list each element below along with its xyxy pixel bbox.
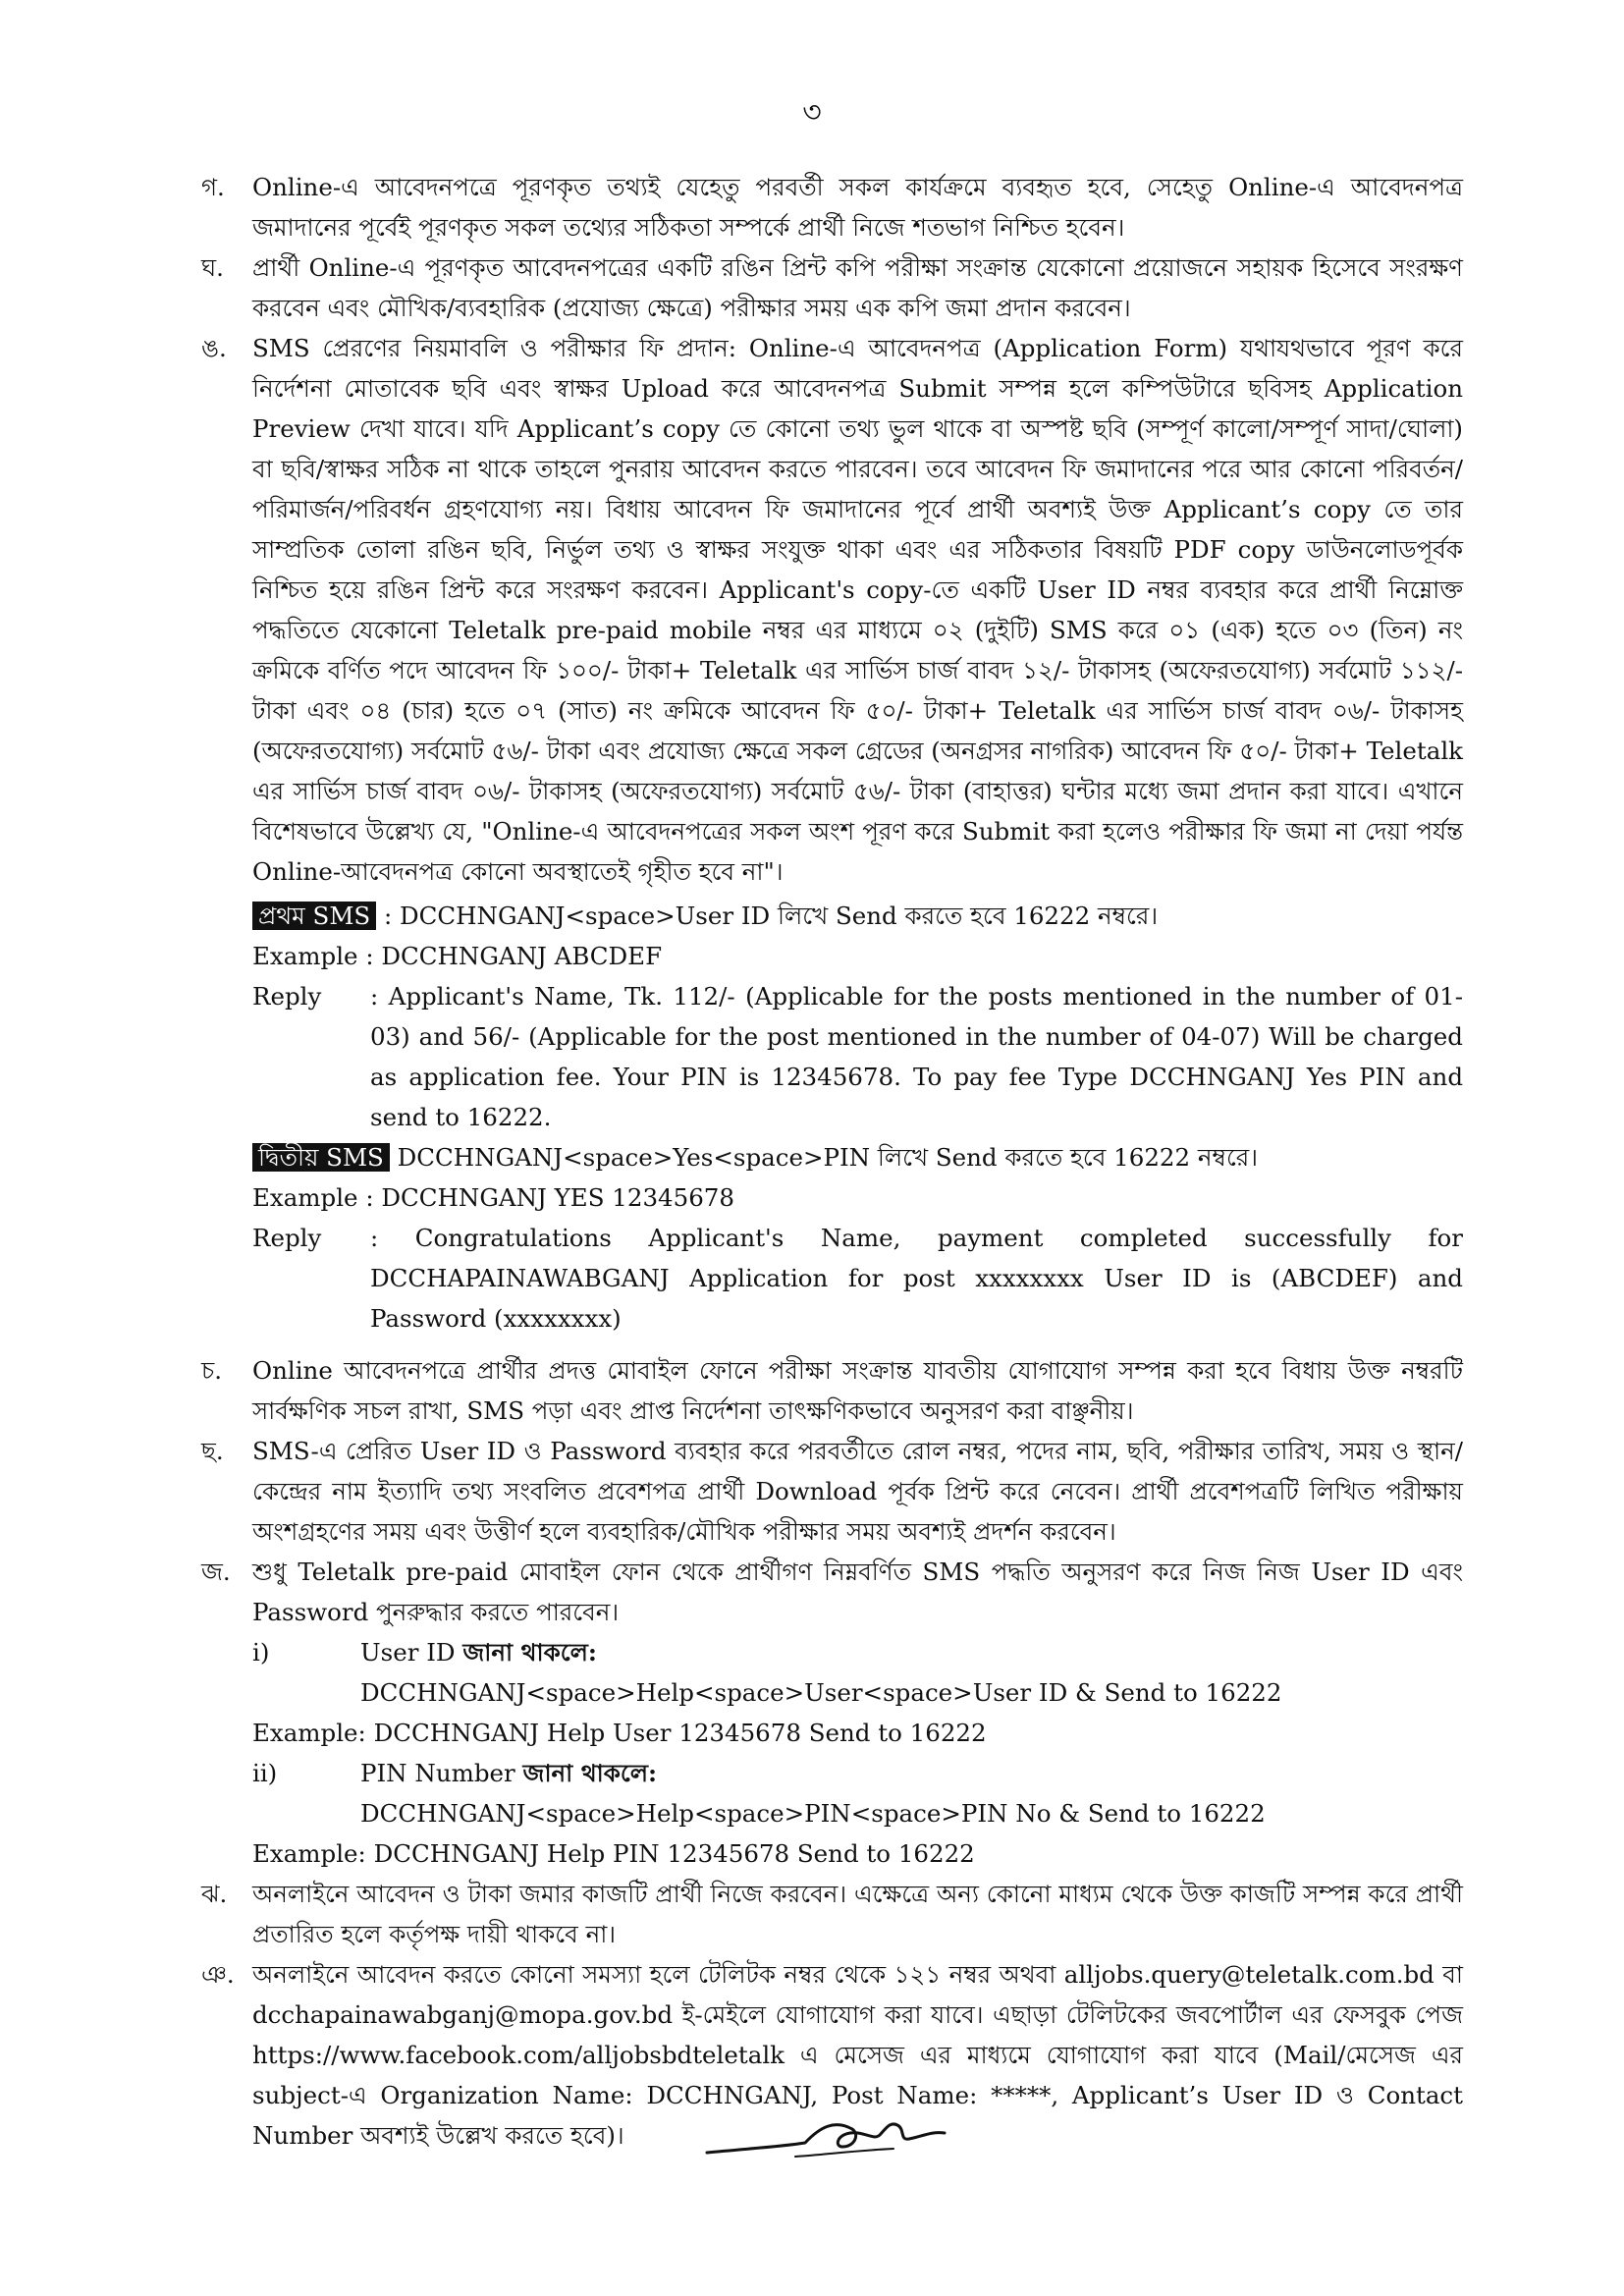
reply-text: : Congratulations Applicant's Name, payment completed successfully for DCCHAPAINAWABGANJ Application for post xxxxxxxx User ID is (ABCDEF) and Password (xxxxxxxx)	[370, 1224, 1463, 1333]
second-sms-example: Example : DCCHNGANJ YES 12345678	[252, 1183, 734, 1212]
item-gha	[201, 247, 1463, 328]
item-marker: চ.	[201, 1356, 223, 1385]
recovery-number: ii)	[252, 1759, 278, 1787]
item-ca	[201, 1350, 1463, 1431]
item-marker: ছ.	[201, 1437, 224, 1465]
page-number: ৩	[802, 95, 822, 130]
first-sms-tag: প্রথম SMS	[252, 902, 376, 930]
recovery-pin-command: DCCHNGANJ<space>Help<space>PIN<space>PIN No & Send to 16222	[360, 1799, 1266, 1828]
document-body	[201, 167, 1463, 2156]
recovery-steps	[201, 1632, 1463, 1874]
item-umo	[201, 328, 1463, 892]
first-sms-example: Example : DCCHNGANJ ABCDEF	[252, 942, 663, 970]
item-marker: ঘ.	[201, 253, 224, 282]
reply-label: Reply	[252, 982, 322, 1011]
item-text: শুধু Teletalk pre-paid মোবাইল ফোন থেকে প্রার্থীগণ নিম্নবর্ণিত SMS পদ্ধতি অনুসরণ করে নিজ নিজ User ID এবং Password পুনরুদ্ধার করতে পারবেন।	[252, 1558, 1463, 1626]
second-sms-line	[252, 1137, 1463, 1177]
item-text: অনলাইনে আবেদন করতে কোনো সমস্যা হলে টেলিটক নম্বর থেকে ১২১ নম্বর অথবা alljobs.query@teletalk.com.bd বা dcchapainawabganj@mopa.gov.bd ই-মেইলে যোগাযোগ করা যাবে। এছাড়া টেলিটকের জবপোর্টাল এর ফেসবুক পেজ https://www.facebook.com/alljobsbdteletalk এ মেসেজ এর মাধ্যমে যোগাযোগ করা যাবে (Mail/মেসেজ এর subject-এ Organization Name: DCCHNGANJ, Post Name: *****, Applicant’s User ID ও Contact Number অবশ্যই উল্লেখ করতে হবে)।	[252, 1960, 1463, 2150]
item-text: প্রার্থী Online-এ পূরণকৃত আবেদনপত্রের একটি রঙিন প্রিন্ট কপি পরীক্ষা সংক্রান্ত যেকোনো প্রয়োজনে সহায়ক হিসেবে সংরক্ষণ করবেন এবং মৌখিক/ব্যবহারিক (প্রযোজ্য ক্ষেত্রে) পরীক্ষার সময় এক কপি জমা প্রদান করবেন।	[252, 253, 1463, 322]
reply-text: : Applicant's Name, Tk. 112/- (Applicable for the posts mentioned in the number of 01-03) and 56/- (Applicable for the post mentioned in the number of 04-07) Will be charged as application fee. Your PIN is 12345678. To pay fee Type DCCHNGANJ Yes PIN and send to 16222.	[370, 982, 1463, 1131]
item-ja	[201, 1552, 1463, 1632]
recovery-number: i)	[252, 1638, 270, 1667]
recovery-title: User ID	[360, 1638, 463, 1667]
item-marker: ঝ.	[201, 1880, 228, 1908]
signature	[687, 2092, 982, 2180]
second-sms-reply	[252, 1218, 1463, 1339]
item-text: Online-এ আবেদনপত্রে পূরণকৃত তথ্যই যেহেতু পরবর্তী সকল কার্যক্রমে ব্যবহৃত হবে, সেহেতু Online-এ আবেদনপত্র জমাদানের পূর্বেই পূরণকৃত সকল তথ্যের সঠিকতা সম্পর্কে প্রার্থী নিজে শতভাগ নিশ্চিত হবেন।	[252, 173, 1463, 242]
recovery-title-bold: জানা থাকলে:	[462, 1638, 597, 1667]
second-sms-instruction: DCCHNGANJ<space>Yes<space>PIN লিখে Send করতে হবে 16222 নম্বরে।	[389, 1143, 1259, 1172]
item-jha	[201, 1874, 1463, 1954]
item-text: SMS-এ প্রেরিত User ID ও Password ব্যবহার করে পরবর্তীতে রোল নম্বর, পদের নাম, ছবি, পরীক্ষার তারিখ, সময় ও স্থান/কেন্দ্রের নাম ইত্যাদি তথ্য সংবলিত প্রবেশপত্র প্রার্থী Download পূর্বক প্রিন্ট করে নেবেন। প্রার্থী প্রবেশপত্রটি লিখিত পরীক্ষায় অংশগ্রহণের সময় এবং উত্তীর্ণ হলে ব্যবহারিক/মৌখিক পরীক্ষার সময় অবশ্যই প্রদর্শন করবেন।	[252, 1437, 1463, 1546]
recovery-pin-example: Example: DCCHNGANJ Help PIN 12345678 Send to 16222	[252, 1839, 975, 1868]
sms-instructions	[201, 896, 1463, 1339]
recovery-user-id-example: Example: DCCHNGANJ Help User 12345678 Send to 16222	[252, 1719, 987, 1747]
second-sms-tag: দ্বিতীয় SMS	[252, 1143, 390, 1172]
item-marker: গ.	[201, 173, 225, 201]
first-sms-line	[252, 896, 1463, 936]
recovery-title: PIN Number	[360, 1759, 523, 1787]
recovery-pin-heading	[252, 1753, 1463, 1793]
item-text: SMS প্রেরণের নিয়মাবলি ও পরীক্ষার ফি প্রদান: Online-এ আবেদনপত্র (Application Form) যথাযথভাবে পূরণ করে নির্দেশনা মোতাবেক ছবি এবং স্বাক্ষর Upload করে আবেদনপত্র Submit সম্পন্ন হলে কম্পিউটারে ছবিসহ Application Preview দেখা যাবে। যদি Applicant’s copy তে কোনো তথ্য ভুল থাকে বা অস্পষ্ট ছবি (সম্পূর্ণ কালো/সম্পূর্ণ সাদা/ঘোলা) বা ছবি/স্বাক্ষর সঠিক না থাকে তাহলে পুনরায় আবেদন করতে পারবেন। তবে আবেদন ফি জমাদানের পরে আর কোনো পরিবর্তন/পরিমার্জন/পরিবর্ধন গ্রহণযোগ্য নয়। বিধায় আবেদন ফি জমাদানের পূর্বে প্রার্থী অবশ্যই উক্ত Applicant’s copy তে তার সাম্প্রতিক তোলা রঙিন ছবি, নির্ভুল তথ্য ও স্বাক্ষর সংযুক্ত থাকা এবং এর সঠিকতার বিষয়টি PDF copy ডাউনলোডপূর্বক নিশ্চিত হয়ে রঙিন প্রিন্ট করে সংরক্ষণ করবেন। Applicant's copy-তে একটি User ID নম্বর ব্যবহার করে প্রার্থী নিম্নোক্ত পদ্ধতিতে যেকোনো Teletalk pre-paid mobile নম্বর এর মাধ্যমে ০২ (দুইটি) SMS করে ০১ (এক) হতে ০৩ (তিন) নং ক্রমিকে বর্ণিত পদে আবেদন ফি ১০০/- টাকা+ Teletalk এর সার্ভিস চার্জ বাবদ ১২/- টাকাসহ (অফেরতযোগ্য) সর্বমোট ১১২/- টাকা এবং ০৪ (চার) হতে ০৭ (সাত) নং ক্রমিকে আবেদন ফি ৫০/- টাকা+ Teletalk এর সার্ভিস চার্জ বাবদ ০৬/- টাকাসহ (অফেরতযোগ্য) সর্বমোট ৫৬/- টাকা এবং প্রযোজ্য ক্ষেত্রে সকল গ্রেডের (অনগ্রসর নাগরিক) আবেদন ফি ৫০/- টাকা+ Teletalk এর সার্ভিস চার্জ বাবদ ০৬/- টাকাসহ (অফেরতযোগ্য) সর্বমোট ৫৬/- টাকা (বাহাত্তর) ঘন্টার মধ্যে জমা প্রদান করা যাবে। এখানে বিশেষভাবে উল্লেখ্য যে, "Online-এ আবেদনপত্রের সকল অংশ পূরণ করে Submit করা হলেও পরীক্ষার ফি জমা না দেয়া পর্যন্ত Online-আবেদনপত্র কোনো অবস্থাতেই গৃহীত হবে না"।	[252, 334, 1463, 886]
recovery-user-id-heading	[252, 1632, 1463, 1672]
first-sms-instruction: : DCCHNGANJ<space>User ID লিখে Send করতে হবে 16222 নম্বরে।	[376, 902, 1159, 930]
item-marker: ঙ.	[201, 334, 227, 362]
item-text: অনলাইনে আবেদন ও টাকা জমার কাজটি প্রার্থী নিজে করবেন। এক্ষেত্রে অন্য কোনো মাধ্যম থেকে উক্ত কাজটি সম্পন্ন করে প্রার্থী প্রতারিত হলে কর্তৃপক্ষ দায়ী থাকবে না।	[252, 1880, 1463, 1948]
recovery-title-bold: জানা থাকলে:	[522, 1759, 658, 1787]
first-sms-reply	[252, 976, 1463, 1137]
item-cha	[201, 1431, 1463, 1552]
item-ga	[201, 167, 1463, 247]
reply-label: Reply	[252, 1224, 322, 1252]
recovery-user-id-command: DCCHNGANJ<space>Help<space>User<space>User ID & Send to 16222	[360, 1678, 1282, 1707]
item-text: Online আবেদনপত্রে প্রার্থীর প্রদত্ত মোবাইল ফোনে পরীক্ষা সংক্রান্ত যাবতীয় যোগাযোগ সম্পন্ন করা হবে বিধায় উক্ত নম্বরটি সার্বক্ষণিক সচল রাখা, SMS পড়া এবং প্রাপ্ত নির্দেশনা তাৎক্ষণিকভাবে অনুসরণ করা বাঞ্ছনীয়।	[252, 1356, 1463, 1425]
item-marker: জ.	[201, 1558, 231, 1586]
item-marker: ঞ.	[201, 1960, 235, 1989]
